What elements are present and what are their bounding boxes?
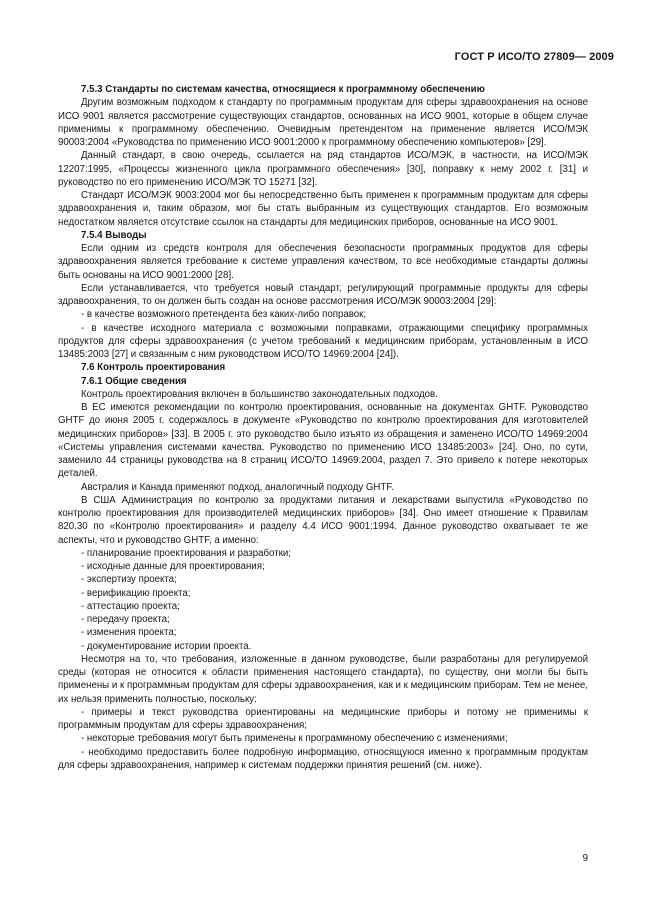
list-item: - в качестве исходного материала с возможными поправками, отражающими специфику программных продуктов для сферы здравоохранения (с учетом требований к медицинским приборам, установленным в ИСО 13485:2003 [27] и связанным с ним руководством ИСО/ТО 14969:2004 [24]). xyxy=(58,322,588,360)
list-item: - документирование истории проекта. xyxy=(81,640,252,652)
paragraph: Данный стандарт, в свою очередь, ссылается на ряд стандартов ИСО/МЭК, в частности, на ИСО/МЭК 12207:1995, «Процессы жизненного цикла программного обеспечения» [30], поправку к нему 2002 г. [31] и руководство по его применению ИСО/МЭК ТО 15271 [32]. xyxy=(58,150,588,188)
paragraph: Несмотря на то, что требования, изложенные в данном руководстве, были разработаны для регулируемой среды (которая не относится к области применения настоящего стандарта), по существу, они могли бы быть применены и к программным продуктам для сферы здравоохранения, как и к медицинским приборам. Тем не менее, их нельзя применить полностью, поскольку: xyxy=(58,653,588,705)
list-item: - в качестве возможного претендента без каких-либо поправок; xyxy=(81,309,367,321)
list-item: - передачу проекта; xyxy=(81,614,170,625)
section-heading-7-5-4: 7.5.4 Выводы xyxy=(81,229,147,241)
paragraph: В ЕС имеются рекомендации по контролю проектирования, основанные на документах GHTF. Руководство GHTF до июня 2005 г. содержалось в документе «Руководство по контролю проектирования для изготовителей медицинских приборов» [33]. В 2005 г. это руководство было изъято из обращения и заменено ИСО/ТО 14969:2004 «Системы управления системами качества. Руководство по применению ИСО 13485:2003» [24]. Оно, по сути, заменило 44 страницы руководства на 8 страниц ИСО/ТО 14969:2004, раздел 7. Это привело к потере некоторых деталей. xyxy=(58,402,588,480)
section-heading-7-6-1: 7.6.1 Общие сведения xyxy=(81,375,187,387)
list-item: - аттестацию проекта; xyxy=(81,600,180,612)
list-item: - изменения проекта; xyxy=(81,627,177,639)
paragraph: В США Администрация по контролю за продуктами питания и лекарствами выпустила «Руководство по контролю проектирования для производителей медицинских приборов» [34]. Оно имеет отношение к Правилам 820.30 по «Контролю проектирования» и разделу 4.4 ИСО 9001:1994. Данное руководство охватывает те же аспекты, что и руководство GHTF, а именно: xyxy=(58,494,588,546)
list-item: - необходимо предоставить более подробную информацию, относящуюся именно к программным продуктам для сферы здравоохранения, например к системам поддержки принятия решений (см. ниже). xyxy=(58,746,588,771)
list-item: - верификацию проекта; xyxy=(81,587,191,599)
page-number: 9 xyxy=(582,853,588,864)
paragraph: Стандарт ИСО/МЭК 9003:2004 мог бы непосредственно быть применен к программным продуктам для сферы здравоохранения и, таким образом, мог бы стать выбранным из существующих стандартов. Его возможным недостатком является отсутствие ссылок на стандарты для медицинских приборов, основанные на ИСО 9001. xyxy=(58,190,588,228)
document-header: ГОСТ Р ИСО/ТО 27809— 2009 xyxy=(454,51,614,63)
list-item: - экспертизу проекта; xyxy=(81,574,177,586)
list-item: - исходные данные для проектирования; xyxy=(81,561,265,572)
paragraph: Другим возможным подходом к стандарту по программным продуктам для сферы здравоохранения на основе ИСО 9001 является рассмотрение существующих стандартов, основанных на ИСО 9001, которые в общем случае применимы к программному обеспечению. Очевидным претендентом на применение является ИСО/МЭК 90003:2004 «Руководства по применению ИСО 9001:2000 к программному обеспечению компьютеров» [29]. xyxy=(58,97,588,148)
list-item: - некоторые требования могут быть применены к программному обеспечению с изменениями; xyxy=(81,733,508,745)
section-heading-7-6: 7.6 Контроль проектирования xyxy=(81,362,226,374)
paragraph: Если одним из средств контроля для обеспечения безопасности программных продуктов для сферы здравоохранения является требование к системе управления качеством, то все необходимые стандарты должны быть основаны на ИСО 9001:2000 [28]. xyxy=(58,243,588,281)
paragraph: Если устанавливается, что требуется новый стандарт, регулирующий программные продукты для сферы здравоохранения, то он должен быть создан на основе рассмотрения ИСО/МЭК 90003:2004 [29]: xyxy=(58,282,588,307)
list-item: - планирование проектирования и разработки; xyxy=(81,547,291,559)
list-item: - примеры и текст руководства ориентированы на медицинские приборы и потому не применимы к программным продуктам для сферы здравоохранения; xyxy=(58,706,588,731)
paragraph: Австралия и Канада применяют подход, аналогичный подходу GHTF. xyxy=(81,481,394,493)
document-body xyxy=(58,83,588,772)
paragraph: Контроль проектирования включен в большинство законодательных подходов. xyxy=(81,388,438,400)
section-heading-7-5-3: 7.5.3 Стандарты по системам качества, относящиеся к программному обеспечению xyxy=(81,84,485,95)
